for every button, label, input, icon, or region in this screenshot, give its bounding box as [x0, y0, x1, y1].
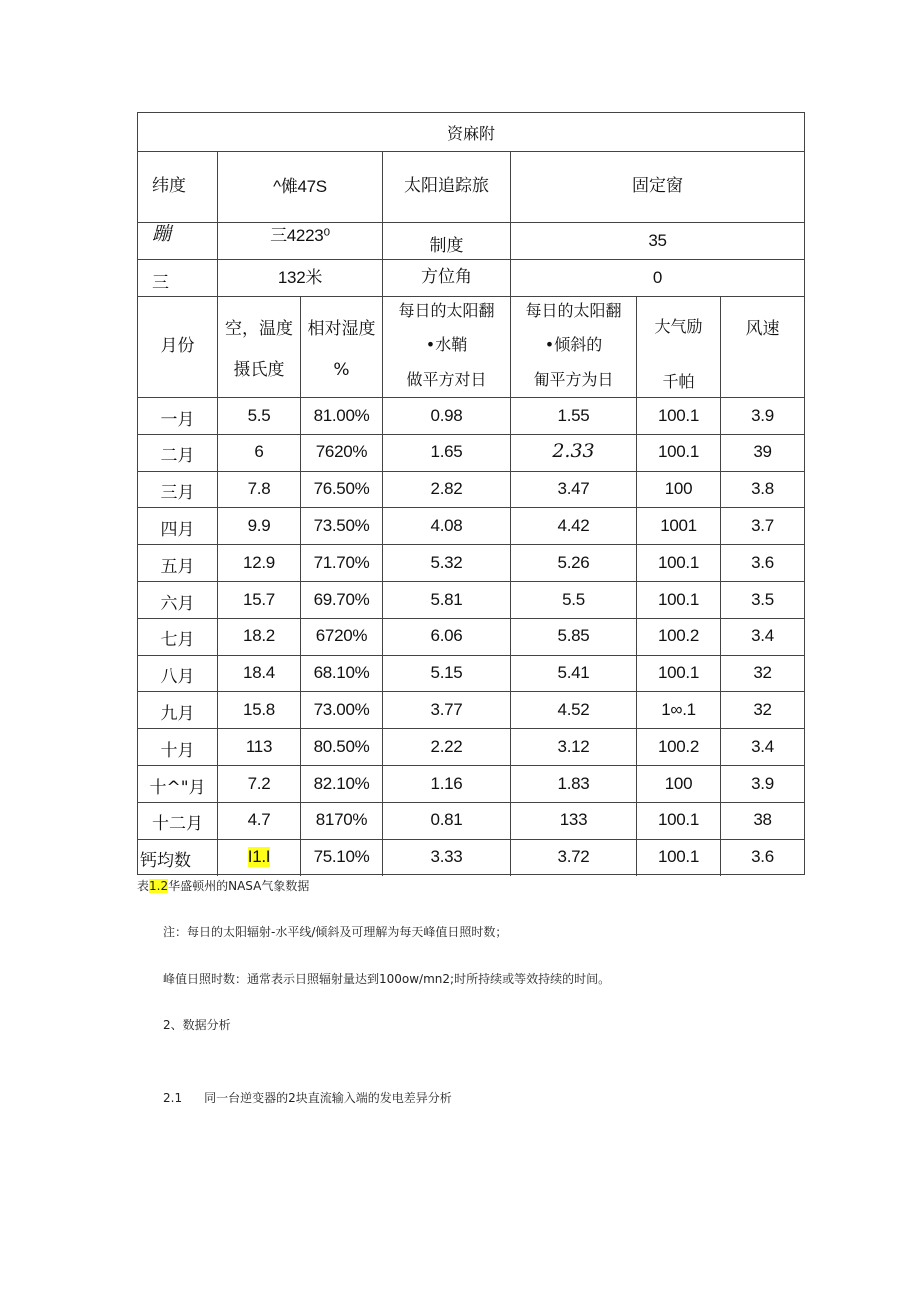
cell-humidity: 68.10%	[313, 663, 370, 683]
cell-horizontal-radiation: 5.32	[430, 552, 463, 572]
cell-tilted-radiation: 2.33	[552, 440, 595, 463]
cell-temperature: 7.2	[247, 773, 271, 793]
cell-month: 六月	[160, 593, 195, 614]
cell-pressure: 100.1	[657, 810, 700, 830]
cell-wind-speed: 32	[753, 700, 772, 720]
cell-horizontal-radiation: 6.06	[430, 626, 463, 646]
cell-tilted-radiation: 5.26	[557, 552, 590, 572]
elevation-label: 三	[152, 273, 169, 294]
section-heading: 2、数据分析	[163, 1018, 231, 1032]
cell-tilted-radiation: 5.41	[557, 663, 590, 683]
note-radiation: 注：每日的太阳辐射-水平线/倾斜及可理解为每天峰值日照时数；	[163, 925, 508, 939]
cell-humidity: 81.00%	[313, 405, 370, 425]
header-temperature	[218, 296, 300, 397]
header-text: 千帕	[662, 371, 695, 391]
header-text: •水鞘	[425, 335, 468, 355]
cell-wind-speed: 32	[753, 663, 772, 683]
table-title: 资麻附	[138, 113, 804, 152]
cell-temperature: 15.8	[243, 700, 275, 720]
cell-month: 二月	[160, 446, 195, 467]
cell-humidity: 73.00%	[313, 700, 370, 720]
cell-month: 五月	[160, 556, 195, 577]
cell-tilted-radiation: 1.55	[557, 405, 590, 425]
cell-temperature: 5.5	[247, 405, 271, 425]
header-pressure	[637, 296, 720, 397]
cell-horizontal-radiation: 2.22	[430, 736, 463, 756]
cell-humidity: 75.10%	[313, 847, 370, 867]
cell-pressure: 100.1	[657, 847, 700, 867]
cell-month: 四月	[160, 520, 195, 541]
cell-pressure: 100.1	[657, 589, 700, 609]
cell-wind-speed: 3.9	[751, 405, 774, 425]
nasa-weather-table	[137, 112, 805, 875]
cell-pressure: 100	[664, 773, 693, 793]
cell-humidity: 69.70%	[313, 589, 370, 609]
cell-humidity: 80.50%	[313, 736, 370, 756]
cell-month: 十^"月	[149, 777, 206, 798]
cell-wind-speed: 3.4	[751, 736, 774, 756]
longitude-value: 三4223⁰	[270, 226, 330, 245]
cell-humidity: 82.10%	[313, 773, 370, 793]
cell-month: 八月	[160, 667, 195, 688]
highlighted-value: I1.I	[247, 847, 271, 867]
cell-wind-speed: 3.8	[751, 479, 774, 499]
header-text: 每日的太阳翻	[398, 301, 495, 320]
cell-pressure: 100	[664, 479, 693, 499]
cell-temperature: 4.7	[247, 810, 271, 830]
header-text: 摄氏度	[233, 359, 285, 380]
header-text: 空，温度	[225, 319, 293, 340]
cell-horizontal-radiation: 2.82	[430, 479, 463, 499]
cell-month: 三月	[160, 483, 195, 504]
cell-month: 钙均数	[140, 851, 191, 872]
cell-pressure: 100.2	[657, 626, 700, 646]
cell-month: 一月	[160, 409, 195, 430]
cell-pressure: 1001	[660, 516, 697, 536]
cell-horizontal-radiation: 0.81	[430, 810, 463, 830]
latitude-value: ^傩47S	[273, 176, 327, 196]
cell-temperature: 18.2	[243, 626, 275, 646]
header-text: 做平方对日	[406, 369, 487, 389]
cell-wind-speed: 39	[753, 442, 772, 462]
cell-wind-speed: 38	[753, 810, 772, 830]
table-caption	[137, 877, 309, 894]
cell-wind-speed: 3.5	[751, 589, 774, 609]
header-text: 匍平方为日	[533, 369, 614, 389]
azimuth-value: 0	[652, 267, 663, 287]
cell-tilted-radiation: 4.42	[557, 516, 590, 536]
cell-humidity: 73.50%	[313, 516, 370, 536]
header-text: •倾斜的	[544, 335, 603, 355]
cell-humidity: 6720%	[315, 626, 368, 646]
header-text: 每日的太阳翻	[525, 301, 622, 320]
cell-month: 七月	[160, 630, 195, 651]
header-humidity	[301, 296, 382, 397]
cell-month: 九月	[160, 704, 195, 725]
cell-horizontal-radiation: 4.08	[430, 516, 463, 536]
header-month: 月份	[160, 335, 195, 356]
cell-humidity: 71.70%	[313, 552, 370, 572]
cell-pressure: 100.1	[657, 405, 700, 425]
tilt-label: 制度	[429, 236, 464, 257]
note-peak-sun-hours: 峰值日照时数：通常表示日照辐射量达到100ow∕mn2;时所持续或等效持续的时间。	[163, 972, 611, 986]
cell-pressure: 100.1	[657, 442, 700, 462]
cell-wind-speed: 3.6	[751, 847, 774, 867]
cell-tilted-radiation: 3.12	[557, 736, 590, 756]
cell-temperature: 12.9	[243, 552, 275, 572]
header-text: 相对湿度	[307, 319, 376, 340]
cell-horizontal-radiation: 5.81	[430, 589, 463, 609]
cell-horizontal-radiation: 0.98	[430, 405, 463, 425]
cell-wind-speed: 3.6	[751, 552, 774, 572]
cell-wind-speed: 3.9	[751, 773, 774, 793]
header-tilted-radiation	[511, 296, 636, 397]
cell-pressure: 100.1	[657, 552, 700, 572]
header-horizontal-radiation	[383, 296, 510, 397]
cell-pressure: 1∞.1	[661, 700, 696, 720]
cell-horizontal-radiation: 3.77	[430, 700, 463, 720]
cell-temperature: 7.8	[247, 479, 271, 499]
cell-temperature: 113	[245, 736, 273, 756]
cell-temperature: 9.9	[247, 516, 271, 536]
caption-number: 1.2	[149, 879, 169, 893]
cell-tilted-radiation: 5.5	[562, 589, 585, 609]
azimuth-label: 方位角	[421, 266, 472, 287]
subsection-heading	[163, 1089, 452, 1106]
cell-tilted-radiation: 1.83	[557, 773, 590, 793]
caption-prefix: 表	[137, 879, 150, 893]
cell-tilted-radiation: 3.47	[557, 479, 590, 499]
cell-tilted-radiation: 5.85	[557, 626, 590, 646]
cell-humidity: 8170%	[315, 810, 368, 830]
cell-humidity: 76.50%	[313, 479, 370, 499]
header-text: 大气励	[654, 317, 703, 336]
caption-text: 华盛顿州的NASA气象数据	[168, 879, 310, 893]
tracking-label: 太阳追踪旅	[404, 175, 489, 196]
cell-temperature: 6	[254, 442, 264, 462]
cell-wind-speed: 3.4	[751, 626, 774, 646]
cell-pressure: 100.1	[657, 663, 700, 683]
cell-temperature: 15.7	[243, 589, 275, 609]
cell-humidity: 7620%	[315, 442, 368, 462]
cell-wind-speed: 3.7	[751, 516, 774, 536]
cell-horizontal-radiation: 3.33	[430, 847, 463, 867]
cell-tilted-radiation: 4.52	[557, 700, 590, 720]
cell-horizontal-radiation: 5.15	[430, 663, 463, 683]
cell-temperature	[218, 839, 300, 876]
cell-horizontal-radiation: 1.16	[430, 773, 463, 793]
header-wind-speed: 风速	[745, 319, 780, 339]
cell-month: 十月	[160, 740, 195, 761]
elevation-value: 132米	[277, 267, 323, 287]
cell-tilted-radiation: 133	[559, 810, 588, 830]
header-text: %	[333, 359, 350, 380]
cell-month: 十二月	[152, 814, 203, 835]
cell-horizontal-radiation: 1.65	[430, 442, 463, 462]
tilt-value: 35	[648, 230, 667, 250]
cell-pressure: 100.2	[657, 736, 700, 756]
subsection-title: 同一台逆变器的2块直流输入端的发电差异分析	[204, 1091, 452, 1105]
longitude-label: 蹦	[152, 223, 172, 245]
cell-temperature: 18.4	[243, 663, 275, 683]
tracking-value: 固定窗	[632, 175, 683, 196]
cell-tilted-radiation: 3.72	[557, 847, 590, 867]
latitude-label: 纬度	[152, 175, 186, 196]
subsection-number: 2.1	[163, 1091, 183, 1105]
